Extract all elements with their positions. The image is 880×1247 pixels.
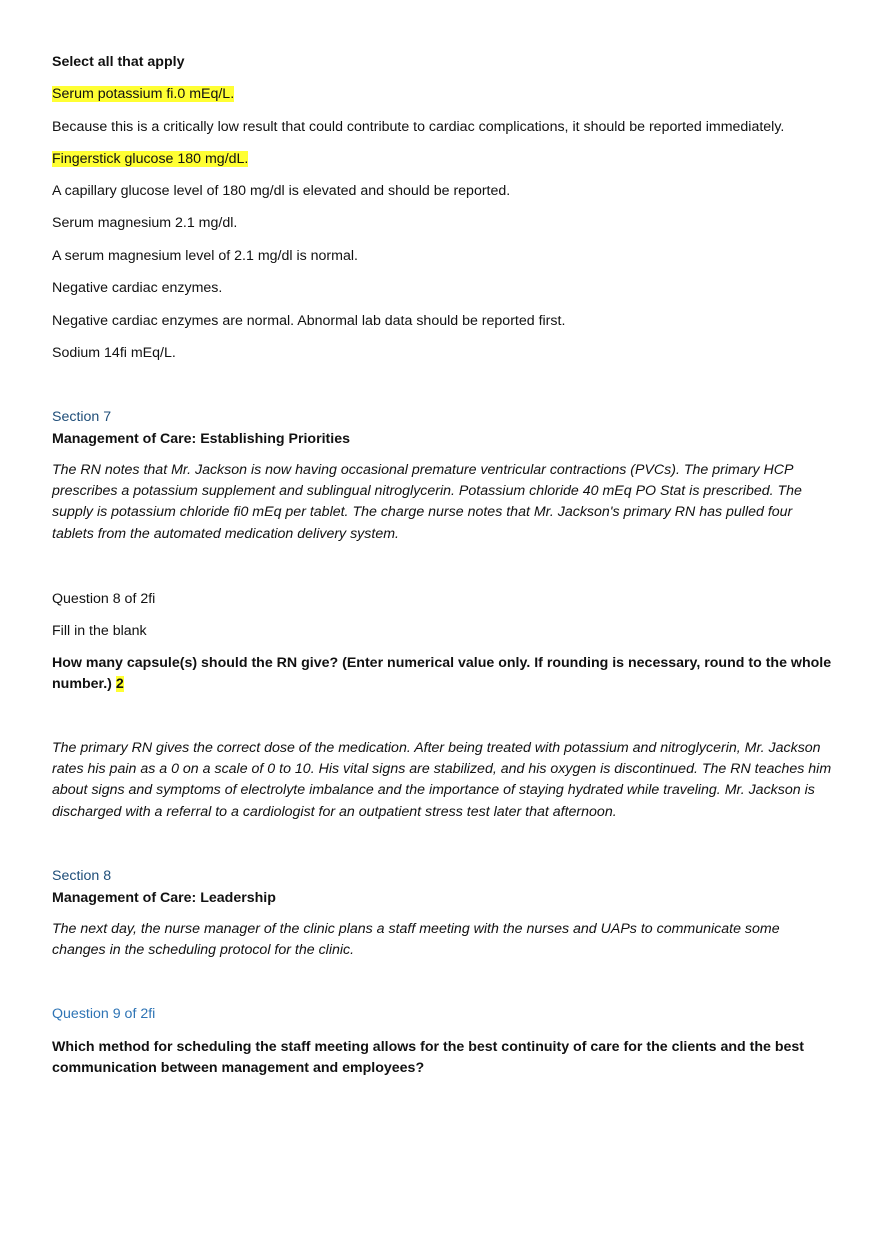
option-text-highlighted: Serum potassium fi.0 mEq/L.: [52, 86, 235, 102]
option-rationale: A capillary glucose level of 180 mg/dl is elevated and should be reported.: [52, 183, 511, 199]
followup-scenario: The primary RN gives the correct dose of the medication. After being treated with potassium and nitroglycerin, Mr. Jackson rates his pain as a 0 on a scale of 0 to 10. His vital signs are stabilized, and his oxygen is discontinued. The RN teaches him about signs and symptoms of electrolyte imbalance and the importance of staying hydrated while traveling. Mr. Jackson is discharged with a referral to a cardiologist for an outpatient stress test later that afternoon.: [52, 740, 832, 820]
section-7-label: Section 7: [52, 409, 112, 425]
option-rationale: Because this is a critically low result that could contribute to cardiac complications, it should be reported immediately.: [52, 119, 785, 135]
option-item[interactable]: Serum magnesium 2.1 mg/dl.: [52, 215, 238, 231]
question-8-answer[interactable]: 2: [115, 676, 124, 693]
question-8-prompt: [52, 653, 832, 695]
question-9-label[interactable]: Question 9 of 2fi: [52, 1006, 156, 1022]
question-9-prompt: Which method for scheduling the staff meeting allows for the best continuity of care for the clients and the best communication between management and employees?: [52, 1039, 805, 1077]
question-8-prompt-text: How many capsule(s) should the RN give? (Enter numerical value only. If rounding is necessary, round to the whole number.): [52, 655, 832, 693]
section-8-label: Section 8: [52, 868, 112, 884]
option-item[interactable]: [52, 149, 248, 170]
option-item[interactable]: Negative cardiac enzymes.: [52, 280, 223, 296]
select-all-label: Select all that apply: [52, 54, 185, 70]
option-item[interactable]: Sodium 14fi mEq/L.: [52, 345, 176, 361]
question-8-label: Question 8 of 2fi: [52, 591, 156, 607]
section-7-scenario: The RN notes that Mr. Jackson is now having occasional premature ventricular contractions (PVCs). The primary HCP prescribes a potassium supplement and sublingual nitroglycerin. Potassium chloride 40 mEq PO Stat is prescribed. The supply is potassium chloride fi0 mEq per tablet. The charge nurse notes that Mr. Jackson's primary RN has pulled four tablets from the automated medication delivery system.: [52, 462, 802, 542]
option-item[interactable]: [52, 84, 234, 105]
option-text-highlighted: Fingerstick glucose 180 mg/dL.: [52, 151, 249, 167]
question-8-type: Fill in the blank: [52, 623, 147, 639]
section-8-scenario: The next day, the nurse manager of the clinic plans a staff meeting with the nurses and UAPs to communicate some changes in the scheduling protocol for the clinic.: [52, 921, 780, 959]
section-7-title: Management of Care: Establishing Priorities: [52, 431, 350, 447]
option-rationale: Negative cardiac enzymes are normal. Abnormal lab data should be reported first.: [52, 313, 566, 329]
option-rationale: A serum magnesium level of 2.1 mg/dl is normal.: [52, 248, 358, 264]
section-8-title: Management of Care: Leadership: [52, 890, 276, 906]
